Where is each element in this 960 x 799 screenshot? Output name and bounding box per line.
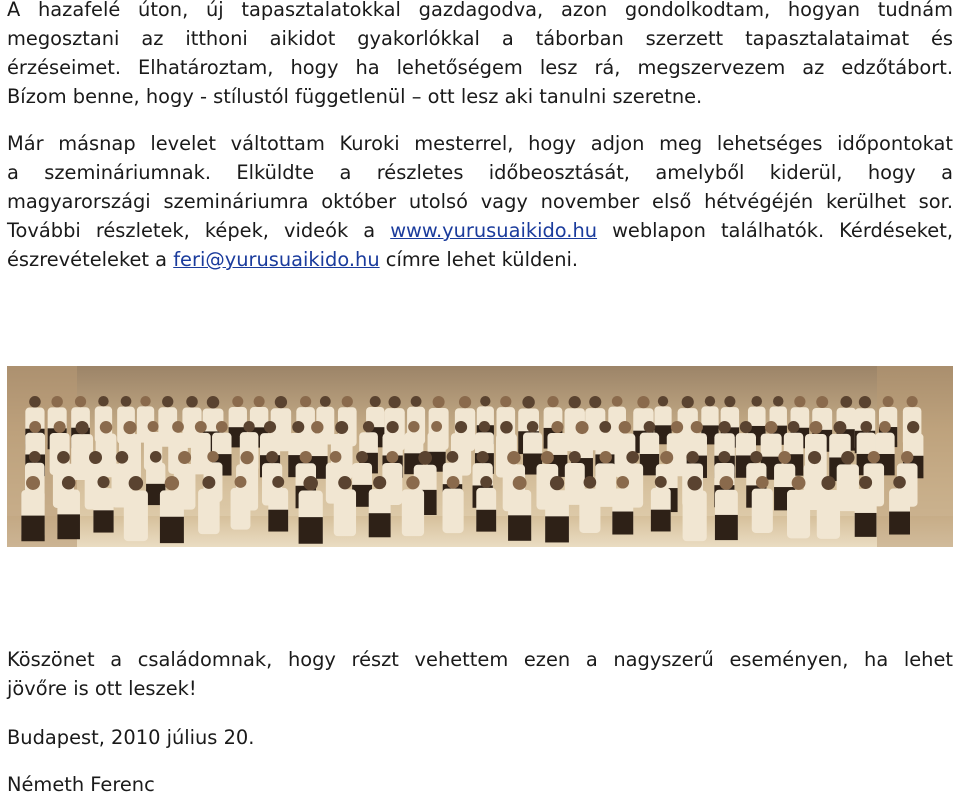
person-head: [671, 421, 683, 433]
text-line: [7, 216, 953, 245]
person-head: [459, 396, 471, 408]
person-head: [195, 421, 207, 433]
person-head: [51, 396, 62, 407]
person-head: [254, 396, 265, 407]
person-head: [513, 476, 527, 490]
person-head: [691, 421, 703, 433]
person-head: [500, 421, 513, 434]
person-head: [765, 421, 778, 434]
person-head: [387, 421, 399, 433]
person-head: [551, 421, 563, 433]
person-head: [637, 396, 649, 408]
person-hakama: [545, 516, 569, 542]
person-head: [370, 396, 381, 407]
person-head: [808, 451, 821, 464]
person-hakama: [476, 510, 496, 532]
person-head: [406, 476, 419, 489]
person-head: [907, 396, 918, 407]
person-head: [244, 421, 255, 432]
person-head: [794, 396, 805, 407]
person-head: [720, 476, 734, 490]
text-line: magyarországi szemináriumra október utolsó vagy november első hétvégéjén kerülhet sor.: [7, 190, 953, 213]
person-head: [300, 396, 311, 407]
person-head: [57, 451, 70, 464]
text-line: A hazafelé úton, új tapasztalatokkal gazdagodva, azon gondolkodtam, hogyan tudnám: [7, 0, 953, 21]
person-head: [408, 421, 419, 432]
person-head: [411, 396, 422, 407]
person-hakama: [369, 513, 391, 537]
person-head: [718, 421, 730, 433]
text-line: Már másnap levelet váltottam Kuroki mesterrel, hogy adjon meg lehetséges időpontokat: [7, 132, 953, 155]
person-head: [547, 396, 558, 407]
person-head: [129, 476, 143, 490]
intro-paragraph: [7, 0, 953, 111]
person-head: [660, 451, 673, 464]
person-head: [98, 396, 108, 406]
person-head: [240, 451, 253, 464]
person-head: [389, 396, 401, 408]
person-head: [363, 421, 374, 432]
person-head: [840, 396, 852, 408]
person-head: [619, 421, 632, 434]
person-head: [76, 421, 89, 434]
text-line: [7, 245, 953, 274]
person-head: [54, 421, 66, 433]
person-head: [320, 396, 331, 407]
signature-text: Németh Ferenc: [7, 773, 155, 796]
person-body: [579, 489, 600, 533]
person-body: [787, 490, 810, 538]
person-hakama: [889, 512, 910, 535]
person-head: [335, 421, 348, 434]
person-head: [264, 421, 276, 433]
website-link[interactable]: www.yurusuaikido.hu: [390, 219, 598, 242]
person-head: [447, 476, 460, 489]
text-fragment: észrevételeket a: [7, 248, 174, 271]
person-head: [644, 421, 656, 433]
person-head: [172, 421, 184, 433]
person-head: [655, 476, 667, 488]
person-head: [550, 476, 564, 490]
person-head: [626, 451, 639, 464]
person-hakama: [93, 510, 113, 532]
person-head: [705, 396, 715, 406]
person-head: [816, 396, 828, 408]
person-head: [266, 451, 278, 463]
text-line: érzéseimet. Elhatároztam, hogy ha lehetőségem lesz rá, megszervezem az edzőtábort.: [7, 56, 953, 79]
person-head: [480, 476, 492, 488]
person-head: [26, 476, 40, 490]
person-hakama: [612, 512, 633, 535]
person-hakama: [508, 515, 531, 540]
person-head: [165, 476, 179, 490]
person-head: [658, 396, 668, 406]
person-head: [527, 421, 538, 432]
person-body: [124, 490, 148, 541]
person-head: [751, 396, 762, 407]
person-head: [756, 476, 769, 489]
person-head: [75, 396, 86, 407]
person-head: [311, 421, 323, 433]
person-head: [617, 476, 630, 489]
person-head: [834, 421, 847, 434]
text-line: Bízom benne, hogy - stílustól függetlenül – ott lesz aki tanulni szeretne.: [7, 85, 703, 108]
person-hakama: [21, 516, 44, 542]
person-head: [342, 396, 353, 407]
person-head: [859, 396, 871, 408]
person-head: [178, 451, 191, 464]
person-hakama: [57, 514, 80, 539]
person-head: [433, 396, 445, 408]
person-head: [216, 421, 228, 433]
person-body: [683, 490, 707, 541]
person-head: [89, 451, 102, 464]
person-head: [740, 421, 752, 433]
person-head: [612, 396, 623, 407]
person-head: [116, 451, 129, 464]
person-head: [418, 451, 432, 465]
person-head: [773, 396, 783, 406]
person-head: [599, 421, 611, 433]
person-head: [186, 396, 198, 408]
person-head: [235, 476, 247, 488]
person-head: [500, 396, 511, 407]
person-head: [522, 396, 534, 408]
person-head: [883, 396, 894, 407]
person-head: [686, 451, 698, 463]
person-head: [589, 396, 601, 408]
person-head: [330, 451, 342, 463]
person-head: [121, 396, 132, 407]
person-hakama: [268, 510, 288, 532]
person-head: [879, 421, 891, 433]
text-line: megosztani az itthoni aikidot gyakorlókkal a táborban szerzett tapasztalataimat és: [7, 27, 953, 50]
person-body: [443, 489, 464, 533]
text-line: jövőre is ott leszek!: [7, 677, 197, 700]
person-head: [303, 476, 318, 491]
person-head: [97, 476, 109, 488]
email-link[interactable]: feri@yurusuaikido.hu: [173, 248, 380, 271]
person-head: [541, 451, 554, 464]
person-head: [29, 451, 41, 463]
person-head: [859, 476, 872, 489]
person-head: [821, 476, 835, 490]
text-fragment: címre lehet küldeni.: [379, 248, 579, 271]
person-body: [752, 489, 773, 533]
person-head: [162, 396, 173, 407]
person-head: [682, 396, 694, 408]
text-fragment: weblapon találhatók. Kérdéseket,: [597, 219, 953, 242]
person-head: [207, 451, 218, 462]
person-head: [431, 421, 442, 432]
person-head: [584, 476, 597, 489]
person-head: [140, 396, 150, 406]
person-head: [477, 451, 489, 463]
person-head: [338, 476, 351, 489]
person-body: [817, 490, 840, 539]
signature: [7, 770, 953, 799]
person-head: [62, 476, 76, 490]
person-head: [718, 451, 730, 463]
person-body: [198, 489, 220, 534]
person-head: [148, 421, 159, 432]
person-head: [300, 451, 312, 463]
person-hakama: [715, 515, 738, 540]
person-head: [356, 451, 368, 463]
person-head: [29, 421, 41, 433]
person-body: [334, 489, 356, 536]
person-head: [232, 396, 243, 407]
text-line: a szemináriumnak. Elküldte a részletes időbeosztását, amelyből kiderül, hogy a: [7, 161, 953, 184]
thanks-paragraph: [7, 645, 953, 703]
person-hakama: [651, 510, 671, 532]
person-head: [386, 451, 398, 463]
person-head: [207, 396, 220, 409]
person-head: [687, 476, 701, 490]
group-photo-image: [7, 366, 953, 547]
person-head: [272, 476, 284, 488]
person-head: [841, 451, 854, 464]
person-head: [901, 451, 913, 463]
person-hakama: [299, 517, 323, 544]
person-head: [778, 451, 791, 464]
person-head: [868, 451, 880, 463]
person-head: [599, 451, 611, 463]
person-head: [123, 421, 136, 434]
person-hakama: [160, 517, 184, 543]
person-head: [480, 396, 490, 406]
person-head: [860, 421, 872, 433]
person-body: [231, 488, 251, 530]
text-line: Köszönet a családomnak, hogy részt vehettem ezen a nagyszerű eseményen, ha lehet: [7, 648, 953, 671]
person-head: [569, 451, 581, 463]
person-head: [809, 421, 822, 434]
date-text: Budapest, 2010 július 20.: [7, 726, 255, 749]
person-head: [150, 451, 162, 463]
person-head: [893, 476, 906, 489]
person-head: [202, 476, 215, 489]
person-head: [447, 451, 459, 463]
person-head: [373, 476, 386, 489]
person-head: [788, 421, 800, 433]
person-head: [455, 421, 467, 433]
person-head: [792, 476, 806, 490]
person-head: [569, 396, 581, 408]
person-head: [507, 451, 520, 464]
person-body: [402, 489, 424, 536]
text-fragment: További részletek, képek, videók a: [7, 219, 391, 242]
person-head: [29, 396, 41, 408]
person-head: [750, 451, 762, 463]
date-line: [7, 723, 953, 752]
person-head: [100, 421, 112, 433]
person-head: [907, 421, 919, 433]
person-head: [292, 421, 304, 433]
details-paragraph: [7, 129, 953, 274]
person-head: [275, 396, 287, 408]
person-head: [479, 421, 490, 432]
person-hakama: [855, 513, 877, 537]
person-head: [576, 421, 589, 434]
group-photo: [7, 366, 953, 547]
person-head: [724, 396, 735, 407]
